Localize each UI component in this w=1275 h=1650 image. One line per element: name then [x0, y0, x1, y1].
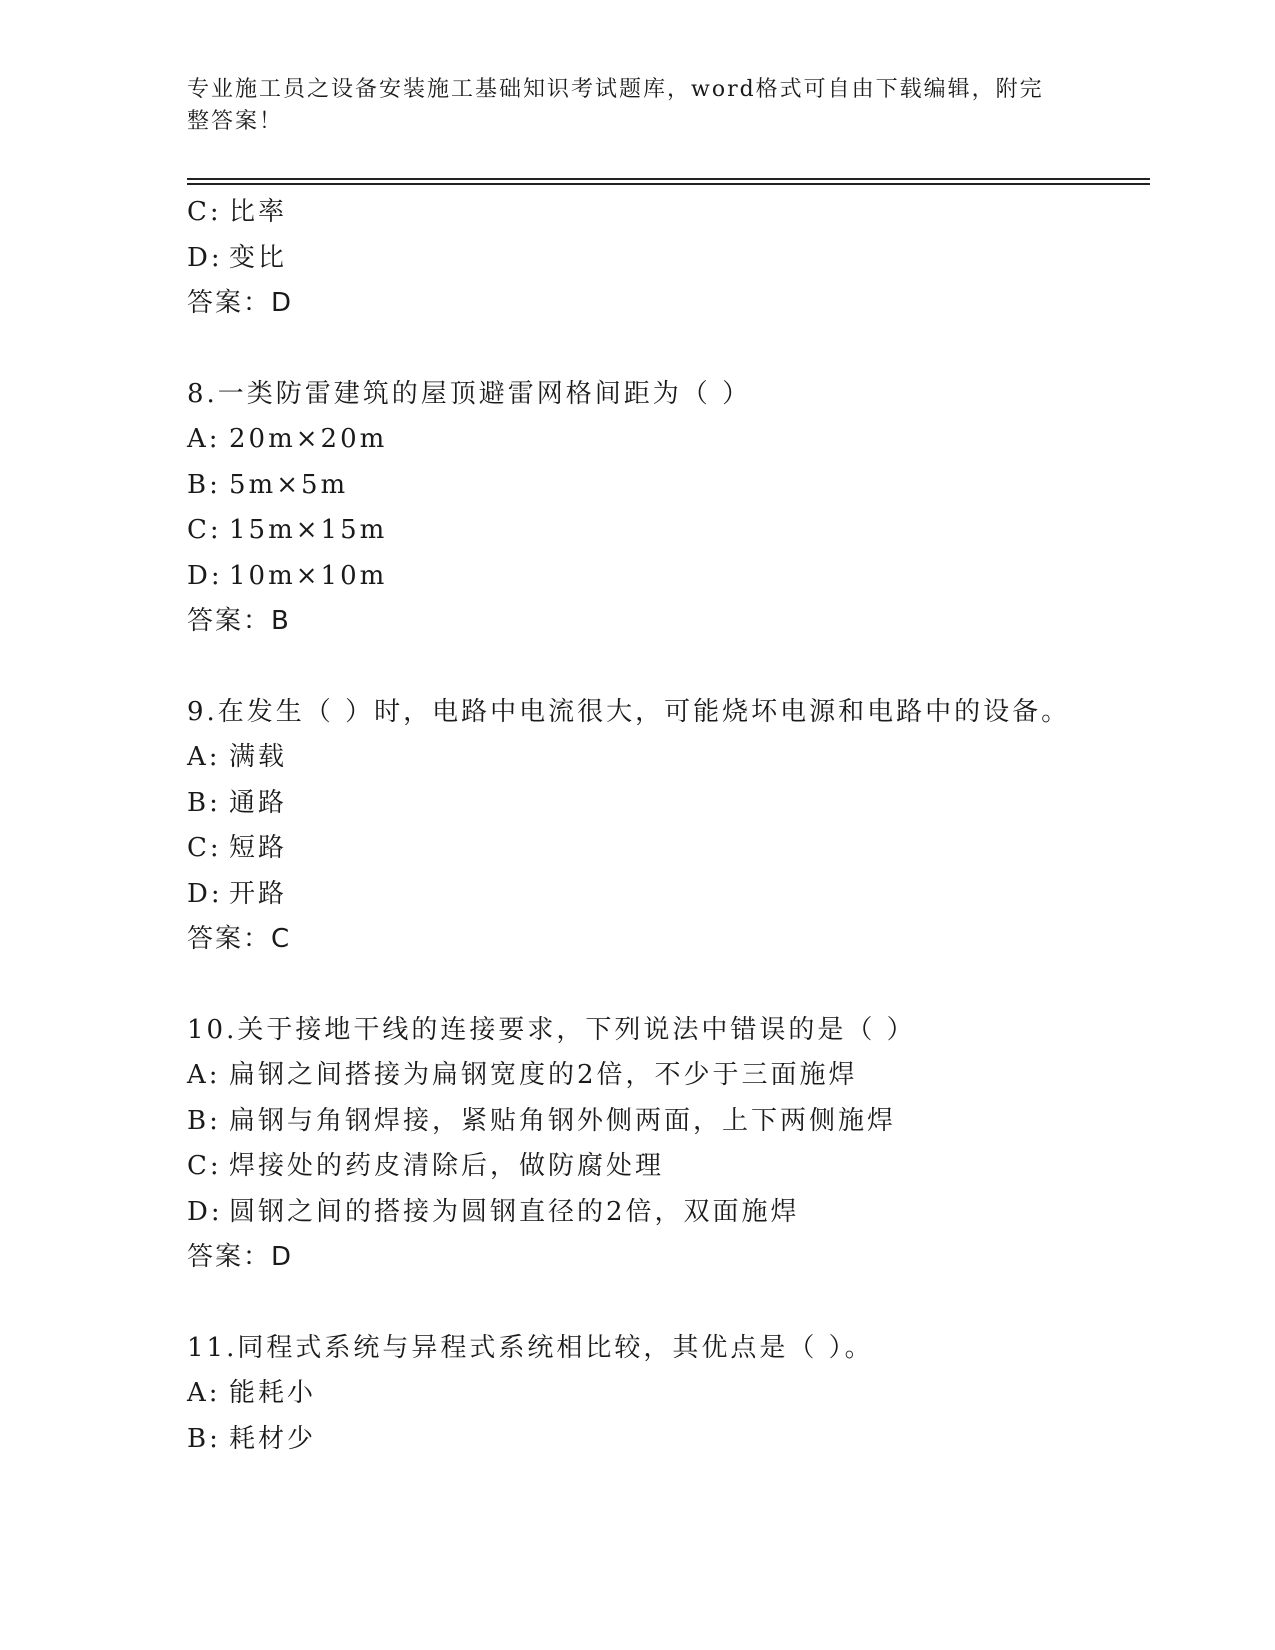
option-letter: C: — [187, 833, 222, 863]
option-letter: D: — [187, 1196, 223, 1227]
option-letter: C: — [187, 1151, 222, 1181]
option-text: 短路 — [229, 833, 288, 863]
answer-line: 答案：D — [187, 1242, 294, 1272]
spacer — [187, 963, 1150, 1008]
option-line — [187, 508, 1150, 554]
option-line — [187, 1053, 1150, 1099]
option-line — [187, 1099, 1150, 1145]
option-line — [187, 1190, 1150, 1236]
option-letter: D: — [187, 242, 223, 273]
header-rule-top — [187, 178, 1150, 180]
option-letter: D: — [187, 560, 223, 591]
option-letter: A: — [187, 424, 221, 454]
option-line — [187, 417, 1150, 463]
option-text: 15m×15m — [229, 515, 388, 545]
option-text: 能耗小 — [229, 1378, 317, 1408]
option-line — [187, 463, 1150, 509]
option-line — [187, 872, 1150, 918]
question-stem: 8.一类防雷建筑的屋顶避雷网格间距为（ ） — [187, 378, 752, 409]
option-line — [187, 1417, 1150, 1463]
option-text: 10m×10m — [229, 560, 388, 591]
answer-line: 答案：B — [187, 606, 291, 636]
option-line — [187, 554, 1150, 600]
option-text: 满载 — [229, 742, 288, 772]
option-text: 5m×5m — [229, 469, 349, 500]
option-text: 20m×20m — [229, 424, 388, 454]
option-letter: C: — [187, 515, 222, 545]
option-line — [187, 190, 1150, 236]
option-text: 焊接处的药皮清除后，做防腐处理 — [229, 1151, 665, 1181]
spacer — [187, 1281, 1150, 1326]
option-line — [187, 1371, 1150, 1417]
question-list — [187, 190, 1150, 1462]
option-letter: B: — [187, 469, 221, 500]
option-text: 变比 — [229, 242, 288, 273]
option-text: 开路 — [229, 878, 288, 909]
document-header: 专业施工员之设备安装施工基础知识考试题库，word格式可自由下载编辑，附完整答案！ — [187, 77, 1044, 134]
option-letter: A: — [187, 1060, 221, 1090]
option-letter: B: — [187, 1423, 221, 1454]
option-text: 耗材少 — [229, 1423, 317, 1454]
question-stem: 9.在发生（ ）时，电路中电流很大，可能烧坏电源和电路中的设备。 — [187, 696, 1071, 727]
option-letter: D: — [187, 878, 223, 909]
option-text: 圆钢之间的搭接为圆钢直径的2倍，双面施焊 — [229, 1196, 800, 1227]
option-text: 扁钢之间搭接为扁钢宽度的2倍，不少于三面施焊 — [229, 1060, 858, 1090]
option-text: 扁钢与角钢焊接，紧贴角钢外侧两面，上下两侧施焊 — [229, 1105, 897, 1136]
option-line — [187, 826, 1150, 872]
spacer — [187, 645, 1150, 690]
header-rule-bottom — [187, 183, 1150, 185]
option-line — [187, 236, 1150, 282]
answer-line: 答案：C — [187, 924, 292, 954]
option-line — [187, 1144, 1150, 1190]
option-letter: A: — [187, 742, 221, 772]
option-letter: C: — [187, 197, 222, 227]
answer-line: 答案：D — [187, 288, 294, 318]
option-letter: A: — [187, 1378, 221, 1408]
option-text: 比率 — [229, 197, 288, 227]
option-letter: B: — [187, 787, 221, 818]
option-letter: B: — [187, 1105, 221, 1136]
option-line — [187, 781, 1150, 827]
option-text: 通路 — [229, 787, 288, 818]
question-stem: 10.关于接地干线的连接要求，下列说法中错误的是（ ） — [187, 1014, 916, 1045]
question-stem: 11.同程式系统与异程式系统相比较，其优点是（ ）。 — [187, 1332, 874, 1363]
spacer — [187, 327, 1150, 372]
option-line — [187, 735, 1150, 781]
